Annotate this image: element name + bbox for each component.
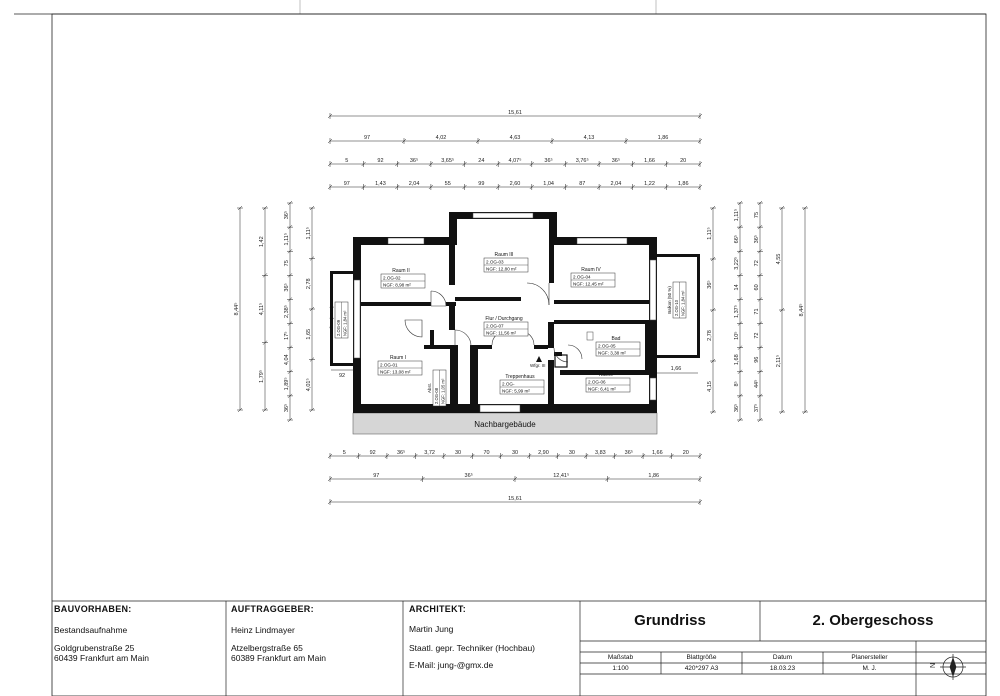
architect-heading: ARCHITEKT: <box>409 604 466 614</box>
dimension-label: 3,65⁵ <box>441 158 455 164</box>
dimension-label: 20 <box>680 158 687 164</box>
table-value-planner: M. J. <box>862 665 877 672</box>
room-name: Treppenhaus <box>505 374 535 380</box>
room-id: 2.OG-01 <box>380 362 398 368</box>
dimension-label: 2,60 <box>509 181 521 187</box>
client-line-1: Heinz Lindmayer <box>231 625 295 635</box>
dimension-label: 36⁵ <box>611 158 621 164</box>
room-id: 2.OG-02 <box>383 275 401 281</box>
dimension-label: 8,44⁵ <box>799 303 805 317</box>
dimension-label: 1,66 <box>644 158 655 164</box>
dimension-label: 71 <box>754 308 760 315</box>
table-header-planner: Planersteller <box>851 654 888 661</box>
dimension-label: 2,11⁵ <box>776 354 782 368</box>
room-id: 2.OG-08 <box>434 387 439 404</box>
dimension-label: 2,78 <box>707 330 713 341</box>
dimension-label: 1,79⁵ <box>259 369 265 383</box>
room-id: 2.OG- <box>502 381 515 387</box>
dimension-label: 12,41⁵ <box>553 473 570 479</box>
table-value-scale: 1:100 <box>612 665 629 672</box>
dimension-label: 92 <box>377 158 384 164</box>
floor-title: 2. Obergeschoss <box>812 612 934 629</box>
dimension-label: 30 <box>568 450 575 456</box>
room-area: NGF: 12,80 m² <box>486 266 517 272</box>
table-header-sheet-size: Blattgröße <box>686 654 717 661</box>
dimension-label: 2,04 <box>610 181 622 187</box>
dimension-label: 1,89⁵ <box>284 377 290 391</box>
dimension-label: 4,07⁵ <box>508 158 522 164</box>
room-label <box>329 302 348 338</box>
dimension-label: 1,66 <box>651 450 663 456</box>
dimension-label: 4,63 <box>509 135 521 141</box>
dimension-label: 1,86 <box>657 135 669 141</box>
dimension-label: 36⁵ <box>409 158 419 164</box>
table-header-scale: Maßstab <box>607 654 634 661</box>
dimension-label: 4,01⁵ <box>306 378 312 392</box>
dimension-label: 1,11⁵ <box>707 227 713 240</box>
table-header-date: Datum <box>772 654 793 661</box>
room-name: Balkon (50 %) <box>329 306 334 334</box>
dimension-label: 72 <box>754 260 760 267</box>
dimension-label: 55 <box>444 181 451 187</box>
dimension-label: 75 <box>754 211 760 219</box>
room-name: Küche <box>598 372 614 378</box>
room-area: NGF: 8,98 m² <box>383 282 411 288</box>
dimension-label: 1,22 <box>644 181 655 187</box>
room-label <box>484 316 528 336</box>
room-area: NGF: 12,45 m² <box>573 281 604 287</box>
room-name: Raum IV <box>581 267 601 273</box>
dimension-label: 36⁵ <box>734 403 740 413</box>
dimension-label: 36⁵ <box>464 473 473 479</box>
dimension-label: 1,68 <box>734 354 740 366</box>
dimension-label: 20 <box>682 450 689 456</box>
dimension-label: 1,43 <box>375 181 386 187</box>
dimension-label: 5 <box>342 450 346 456</box>
architect-line-3: E-Mail: jung-@gmx.de <box>409 660 494 670</box>
dimension-label: 1,37⁵ <box>734 305 740 318</box>
dimension-label: 75 <box>284 260 290 267</box>
dimension-label: 15,61 <box>508 110 522 116</box>
neighbor-building-label: Nachbargebäude <box>474 420 536 429</box>
project-line-3: 60439 Frankfurt am Main <box>54 653 149 663</box>
dimension-label: 36⁵ <box>284 283 290 292</box>
architect-line-2: Staatl. gepr. Techniker (Hochbau) <box>409 643 535 653</box>
dimension-label: 17⁵ <box>284 331 290 340</box>
dimension-label: 1,04 <box>543 181 554 187</box>
dimension-label: 4,55 <box>776 253 782 265</box>
dimension-label: 2,38⁵ <box>284 305 290 318</box>
client-line-2: Atzelbergstraße 65 <box>231 643 303 653</box>
dimension-label: 1,66 <box>670 366 682 372</box>
room-area: NGF: 13,08 m² <box>380 369 411 375</box>
room-id: 2.OG-07 <box>486 323 504 329</box>
dimension-label: 36⁵ <box>396 450 406 456</box>
table-value-sheet-size: 420*297 A3 <box>684 665 719 672</box>
dimension-label: 87 <box>579 181 586 187</box>
dimension-label: 1,11⁵ <box>306 226 312 240</box>
room-id: 2.OG-10 <box>674 299 679 316</box>
room-name: Raum II <box>392 268 410 274</box>
room-area: NGF: 1,05 m² <box>440 378 446 404</box>
room-name: Bad <box>611 336 621 342</box>
dimension-label: 99 <box>478 181 485 187</box>
dimension-label: 1,11⁵ <box>734 208 740 222</box>
dimension-label: 8⁵ <box>734 381 740 387</box>
dimension-label: 4,11⁵ <box>259 302 265 316</box>
dimension-label: 92 <box>369 450 376 456</box>
dimension-label: 1,86 <box>677 181 689 187</box>
dimension-label: 36⁵ <box>707 280 713 289</box>
room-area: NGF: 3,38 m² <box>598 350 626 356</box>
dimension-label: 2,04 <box>408 181 420 187</box>
dimension-label: 37⁵ <box>754 403 760 413</box>
dimension-label: 44⁵ <box>754 379 760 389</box>
dimension-label: 92 <box>338 373 346 379</box>
dimension-label: 4,15 <box>707 381 713 392</box>
dimension-label: 60 <box>754 284 760 291</box>
project-heading: BAUVORHABEN: <box>54 604 132 614</box>
dimension-label: 30 <box>511 450 519 456</box>
dimension-label: 4,04 <box>284 354 290 366</box>
dimension-label: 5 <box>345 158 349 164</box>
dimension-label: 14 <box>734 284 740 291</box>
room-id: 2.OG-05 <box>598 343 616 349</box>
dimension-label: 96 <box>754 356 760 363</box>
client-line-3: 60389 Frankfurt am Main <box>231 653 326 663</box>
room-label <box>667 282 686 318</box>
dimension-label: 97 <box>343 181 350 187</box>
dimension-label: 66⁵ <box>734 234 740 244</box>
room-name: Flur / Durchgang <box>485 316 523 322</box>
dimension-label: 1,42 <box>259 236 265 248</box>
room-id: 2.OG-06 <box>588 379 606 385</box>
dimension-label: 1,11⁵ <box>284 232 290 246</box>
architect-line-1: Martin Jung <box>409 624 454 634</box>
room-id: 2.OG-03 <box>486 259 504 265</box>
dimension-label: 8,44⁵ <box>234 302 240 316</box>
table-value-date: 18.03.23 <box>769 665 796 672</box>
dimension-label: 72 <box>754 332 760 339</box>
dimension-label: 24 <box>478 158 485 164</box>
plan-title: Grundriss <box>634 612 706 629</box>
client-heading: AUFTRAGGEBER: <box>231 604 314 614</box>
dimension-label: 97 <box>373 473 380 479</box>
dimension-label: 3,83 <box>595 450 606 456</box>
dimension-label: 3,22⁵ <box>734 256 740 270</box>
dimension-label: 36⁵ <box>284 403 290 413</box>
dimension-label: 36⁵ <box>284 210 290 220</box>
dimension-label: 30 <box>455 450 462 456</box>
dimension-label: 1,86 <box>648 473 660 479</box>
dimension-label: 4,02 <box>435 135 447 141</box>
dimension-label: 3,72 <box>424 450 435 456</box>
dimension-label: 36⁵ <box>754 234 760 244</box>
north-label: N <box>930 662 937 668</box>
dimension-label: 10⁵ <box>734 331 740 340</box>
room-id: 2.OG-09 <box>336 319 341 336</box>
dimension-label: 4,13 <box>583 135 595 141</box>
dimension-label: 36⁵ <box>544 158 553 164</box>
room-name: Abst. <box>427 382 432 394</box>
stair-note: Wfgr. III <box>530 363 546 368</box>
dimension-label: 97 <box>363 135 371 141</box>
dimension-label: 3,76⁵ <box>575 158 589 164</box>
project-line-2: Goldgrubenstraße 25 <box>54 643 135 653</box>
room-area: NGF: 1,84 m² <box>342 310 348 336</box>
dimension-label: 2,78 <box>306 278 312 290</box>
dimension-label: 1,65 <box>306 328 312 340</box>
dimension-label: 15,61 <box>508 496 522 502</box>
room-name: Balkon (50 %) <box>667 286 672 314</box>
room-area: NGF: 5,99 m² <box>502 388 530 394</box>
room-area: NGF: 6,41 m² <box>588 386 616 392</box>
dimension-label: 36⁵ <box>624 450 634 456</box>
room-id: 2.OG-04 <box>573 274 591 280</box>
room-name: Raum III <box>494 252 514 258</box>
room-area: NGF: 1,84 m² <box>680 290 686 316</box>
room-area: NGF: 11,56 m² <box>486 330 517 336</box>
room-name: Raum I <box>389 355 407 361</box>
dimension-label: 2,90 <box>538 450 549 456</box>
project-line-1: Bestandsaufnahme <box>54 625 128 635</box>
dimension-label: 70 <box>483 450 490 456</box>
